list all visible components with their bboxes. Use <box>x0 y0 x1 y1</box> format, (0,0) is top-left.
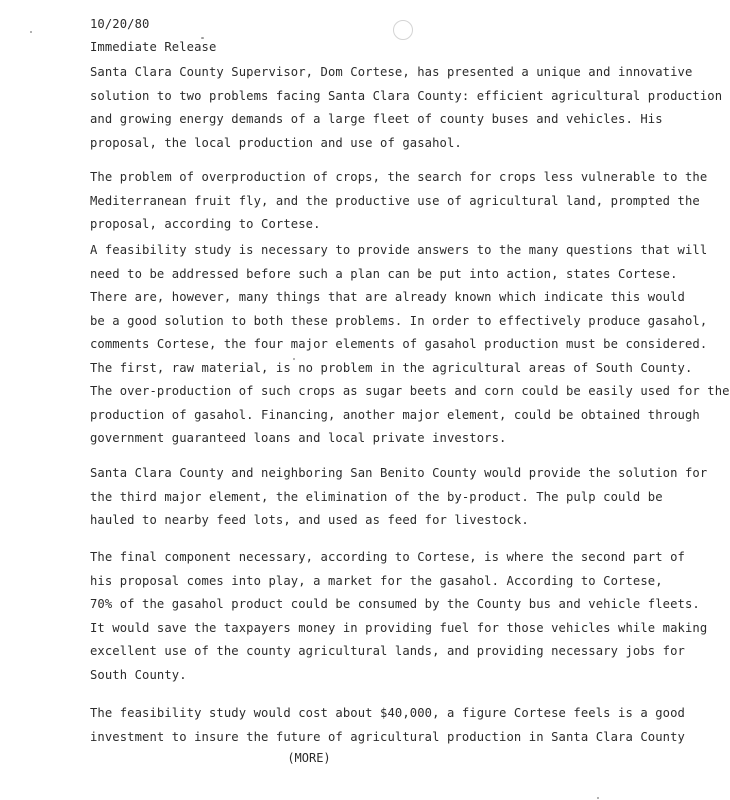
text-line: proposal, according to Cortese. <box>90 217 321 231</box>
paragraph-proposal <box>90 61 723 155</box>
paragraph-byproduct <box>90 462 708 533</box>
text-line: comments Cortese, the four major elements of gasahol production must be considered. <box>90 337 708 351</box>
scan-speck <box>201 37 204 39</box>
text-line: excellent use of the county agricultural lands, and providing necessary jobs for <box>90 644 685 658</box>
text-line: 70% of the gasahol product could be consumed by the County bus and vehicle fleets. <box>90 597 700 611</box>
paragraph-cost <box>90 702 685 749</box>
text-line: the third major element, the elimination of the by-product. The pulp could be <box>90 489 663 504</box>
scan-speck <box>30 31 32 33</box>
text-line: The over-production of such crops as sugar beets and corn could be easily used for the <box>90 384 730 398</box>
paragraph-problem <box>90 166 708 237</box>
text-line: Santa Clara County Supervisor, Dom Cortese, has presented a unique and innovative <box>90 65 693 79</box>
scan-circle-mark <box>393 20 413 40</box>
release-date: 10/20/80 <box>90 17 150 31</box>
release-type: Immediate Release <box>90 40 217 54</box>
text-line: South County. <box>90 667 187 682</box>
text-line: The first, raw material, is no problem in the agricultural areas of South County. <box>90 360 693 375</box>
text-line: his proposal comes into play, a market for the gasahol. According to Cortese, <box>90 573 663 588</box>
text-line: and growing energy demands of a large fleet of county buses and vehicles. His <box>90 112 663 126</box>
text-line: production of gasahol. Financing, another major element, could be obtained through <box>90 407 700 422</box>
paragraph-market <box>90 546 708 687</box>
text-line: government guaranteed loans and local private investors. <box>90 431 507 445</box>
text-line: It would save the taxpayers money in providing fuel for those vehicles while making <box>90 620 708 635</box>
text-line: investment to insure the future of agricultural production in Santa Clara County <box>90 729 685 744</box>
continuation-marker: (MORE) <box>287 751 331 765</box>
text-line: proposal, the local production and use of gasahol. <box>90 135 462 150</box>
text-line: Santa Clara County and neighboring San Benito County would provide the solution for <box>90 466 708 480</box>
text-line: The final component necessary, according to Cortese, is where the second part of <box>90 550 685 564</box>
scan-speck <box>597 797 599 799</box>
text-line: solution to two problems facing Santa Clara County: efficient agricultural production <box>90 88 723 103</box>
text-line: The feasibility study would cost about $40,000, a figure Cortese feels is a good <box>90 706 685 720</box>
text-line: need to be addressed before such a plan can be put into action, states Cortese. <box>90 266 678 281</box>
text-line: There are, however, many things that are already known which indicate this would <box>90 290 685 304</box>
paragraph-feasibility <box>90 239 730 451</box>
text-line: A feasibility study is necessary to provide answers to the many questions that will <box>90 243 708 257</box>
text-line: The problem of overproduction of crops, the search for crops less vulnerable to the <box>90 170 708 184</box>
text-line: Mediterranean fruit fly, and the productive use of agricultural land, prompted the <box>90 193 700 208</box>
text-line: be a good solution to both these problems. In order to effectively produce gasahol, <box>90 313 708 328</box>
text-line: hauled to nearby feed lots, and used as feed for livestock. <box>90 513 529 527</box>
